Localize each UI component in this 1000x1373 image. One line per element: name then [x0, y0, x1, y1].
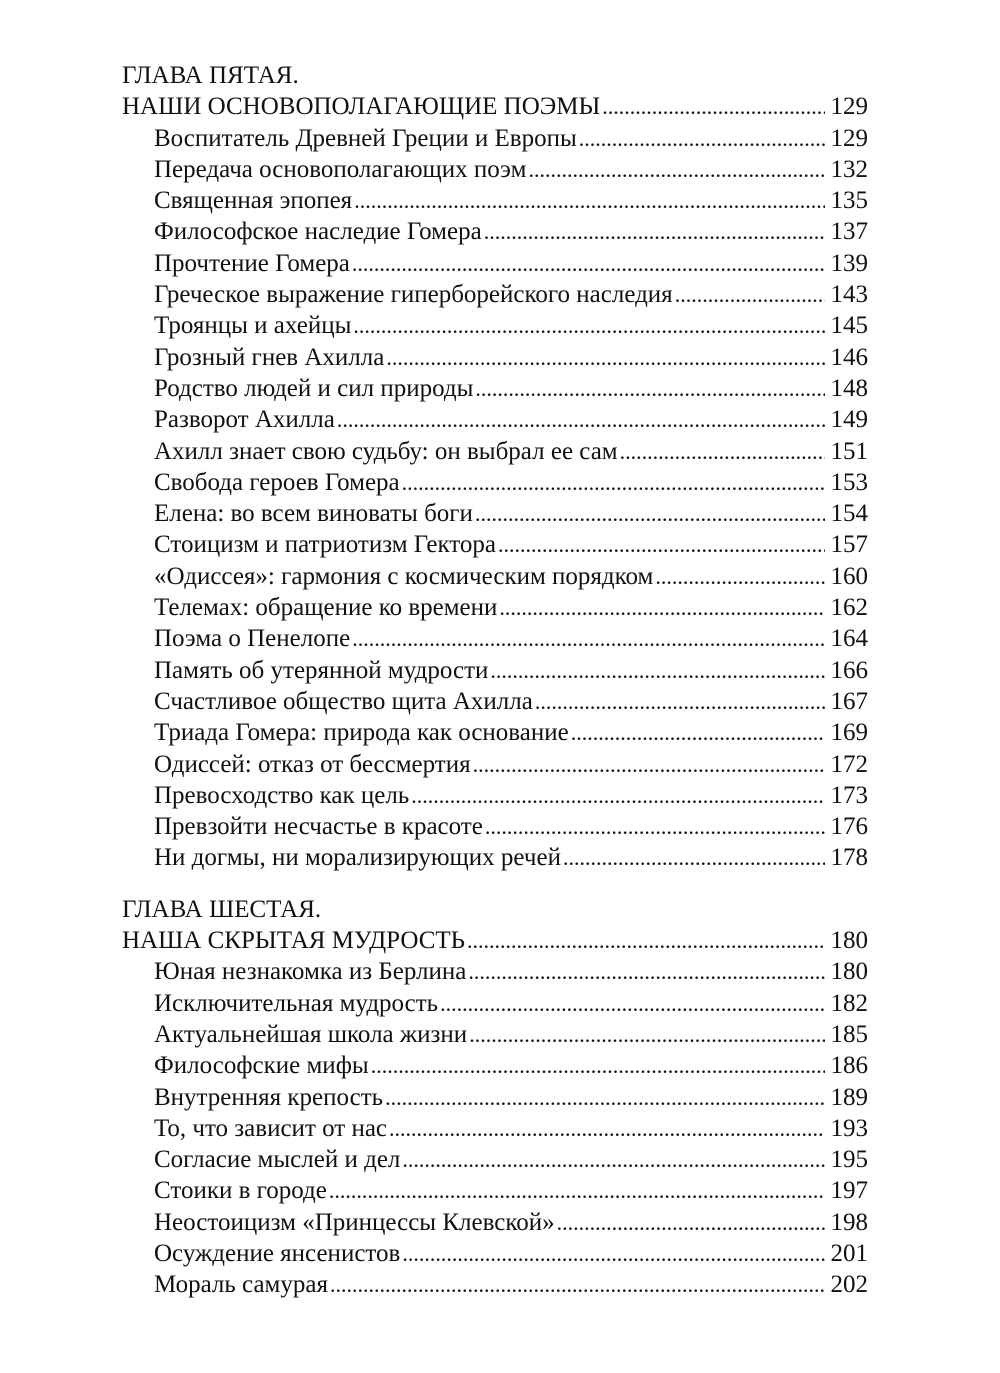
toc-entry[interactable] — [122, 216, 868, 247]
dot-leader — [385, 1082, 825, 1113]
toc-entry[interactable] — [122, 123, 868, 154]
toc-entry[interactable] — [122, 1175, 868, 1206]
page-number: 195 — [830, 1146, 868, 1174]
toc-entry[interactable] — [122, 1269, 868, 1300]
entry-title: Философское наследие Гомера — [154, 218, 482, 246]
page-number: 137 — [830, 218, 868, 246]
page-number: 172 — [830, 750, 868, 778]
entry-title: Стоики в городе — [154, 1177, 327, 1205]
toc-entry[interactable] — [122, 185, 868, 216]
toc-entry[interactable] — [122, 780, 868, 811]
chapter-title: НАША СКРЫТАЯ МУДРОСТЬ — [122, 927, 466, 955]
chapter-title-entry[interactable] — [122, 925, 868, 956]
entry-title: Актуальнейшая школа жизни — [154, 1020, 468, 1048]
toc-entry[interactable] — [122, 529, 868, 560]
chapter-label: ГЛАВА ПЯТАЯ. — [122, 62, 299, 89]
entry-title: Ни догмы, ни морализирующих речей — [154, 844, 561, 872]
dot-leader — [557, 1207, 825, 1238]
dot-leader — [490, 655, 825, 686]
entry-title: Поэма о Пенелопе — [154, 625, 351, 653]
entry-title: Греческое выражение гиперборейского наследия — [154, 281, 673, 309]
dot-leader — [499, 592, 825, 623]
page-number: 143 — [830, 281, 868, 309]
page-number: 160 — [830, 562, 868, 590]
toc-entry[interactable] — [122, 1019, 868, 1050]
toc-entry[interactable] — [122, 467, 868, 498]
table-of-contents — [122, 60, 868, 1301]
chapter-label: ГЛАВА ШЕСТАЯ. — [122, 895, 322, 923]
toc-entry[interactable] — [122, 279, 868, 310]
page-number: 162 — [830, 594, 868, 622]
entry-title: То, что зависит от нас — [154, 1114, 388, 1142]
toc-entry[interactable] — [122, 811, 868, 842]
toc-entry[interactable] — [122, 373, 868, 404]
dot-leader — [329, 1175, 825, 1206]
toc-entry[interactable] — [122, 404, 868, 435]
dot-leader — [371, 1050, 825, 1081]
toc-entry[interactable] — [122, 1207, 868, 1238]
chapter-title-entry[interactable] — [122, 91, 868, 122]
dot-leader — [571, 717, 825, 748]
page-number: 153 — [830, 468, 868, 496]
page-number: 166 — [830, 656, 868, 684]
entry-title: Священная эпопея — [154, 187, 353, 215]
page-number: 193 — [830, 1114, 868, 1142]
dot-leader — [473, 749, 825, 780]
page-number: 129 — [830, 124, 868, 152]
dot-leader — [440, 988, 825, 1019]
toc-entry[interactable] — [122, 1144, 868, 1175]
toc-entry[interactable] — [122, 842, 868, 873]
dot-leader — [484, 216, 825, 247]
toc-entry[interactable] — [122, 436, 868, 467]
entry-title: Воспитатель Древней Греции и Европы — [154, 124, 577, 152]
dot-leader — [620, 436, 825, 467]
entry-title: «Одиссея»: гармония с космическим порядком — [154, 562, 654, 590]
entry-title: Согласие мыслей и дел — [154, 1146, 401, 1174]
entry-title: Прочтение Гомера — [154, 249, 350, 277]
page-number: 157 — [830, 531, 868, 559]
entry-title: Одиссей: отказ от бессмертия — [154, 750, 471, 778]
toc-entry[interactable] — [122, 154, 868, 185]
page-number: 185 — [830, 1020, 868, 1048]
chapter-section — [122, 60, 868, 874]
toc-entry[interactable] — [122, 686, 868, 717]
page-number: 151 — [830, 437, 868, 465]
toc-entry[interactable] — [122, 248, 868, 279]
dot-leader — [528, 154, 825, 185]
page-number: 132 — [830, 155, 868, 183]
toc-entry[interactable] — [122, 1113, 868, 1144]
dot-leader — [389, 1113, 825, 1144]
page-number: 164 — [830, 625, 868, 653]
entry-title: Осуждение янсенистов — [154, 1239, 401, 1267]
entry-title: Философские мифы — [154, 1052, 369, 1080]
page-number: 173 — [830, 781, 868, 809]
dot-leader — [579, 123, 825, 154]
dot-leader — [675, 279, 825, 310]
toc-entry[interactable] — [122, 342, 868, 373]
toc-entry[interactable] — [122, 592, 868, 623]
dot-leader — [352, 248, 825, 279]
page-number: 129 — [830, 93, 868, 121]
toc-entry[interactable] — [122, 749, 868, 780]
page-number: 148 — [830, 374, 868, 402]
entry-title: Мораль самурая — [154, 1271, 328, 1299]
toc-entry[interactable] — [122, 717, 868, 748]
dot-leader — [498, 529, 825, 560]
page-number: 180 — [830, 958, 868, 986]
page-number: 146 — [830, 343, 868, 371]
toc-entry[interactable] — [122, 956, 868, 987]
entry-title: Передача основополагающих поэм — [154, 155, 527, 183]
dot-leader — [602, 91, 825, 122]
dot-leader — [411, 780, 825, 811]
dot-leader — [386, 342, 825, 373]
page-number: 167 — [830, 687, 868, 715]
entry-title: Телемах: обращение ко времени — [154, 594, 498, 622]
toc-entry[interactable] — [122, 988, 868, 1019]
entry-title: Исключительная мудрость — [154, 989, 439, 1017]
page-number: 180 — [830, 927, 868, 955]
page-number: 186 — [830, 1052, 868, 1080]
entry-title: Внутренняя крепость — [154, 1083, 384, 1111]
page-number: 197 — [830, 1177, 868, 1205]
toc-entry[interactable] — [122, 498, 868, 529]
entry-title: Юная незнакомка из Берлина — [154, 958, 467, 986]
entry-title: Грозный гнев Ахилла — [154, 343, 385, 371]
page-number: 182 — [830, 989, 868, 1017]
entry-title: Неостоицизм «Принцессы Клевской» — [154, 1208, 555, 1236]
page-number: 169 — [830, 719, 868, 747]
dot-leader — [402, 1238, 825, 1269]
toc-entry[interactable] — [122, 1082, 868, 1113]
dot-leader — [467, 925, 825, 956]
page-number: 198 — [830, 1208, 868, 1236]
page-number: 135 — [830, 187, 868, 215]
entry-title: Стоицизм и патриотизм Гектора — [154, 531, 496, 559]
page-number: 202 — [830, 1271, 868, 1299]
entry-title: Елена: во всем виноваты боги — [154, 500, 473, 528]
entry-title: Троянцы и ахейцы — [154, 312, 352, 340]
dot-leader — [655, 561, 825, 592]
entry-title: Ахилл знает свою судьбу: он выбрал ее сам — [154, 437, 618, 465]
dot-leader — [485, 811, 825, 842]
dot-leader — [330, 1269, 825, 1300]
page-number: 201 — [830, 1239, 868, 1267]
dot-leader — [469, 1019, 825, 1050]
dot-leader — [353, 310, 825, 341]
page-number: 149 — [830, 406, 868, 434]
dot-leader — [354, 185, 825, 216]
page-number: 189 — [830, 1083, 868, 1111]
entry-title: Триада Гомера: природа как основание — [154, 719, 569, 747]
page-number: 139 — [830, 249, 868, 277]
toc-entry[interactable] — [122, 1238, 868, 1269]
dot-leader — [535, 686, 825, 717]
page-number: 154 — [830, 500, 868, 528]
entry-title: Счастливое общество щита Ахилла — [154, 687, 533, 715]
toc-entry[interactable] — [122, 655, 868, 686]
page-number: 145 — [830, 312, 868, 340]
dot-leader — [402, 1144, 825, 1175]
dot-leader — [337, 404, 825, 435]
entry-title: Превзойти несчастье в красоте — [154, 813, 483, 841]
dot-leader — [468, 956, 825, 987]
entry-title: Память об утерянной мудрости — [154, 656, 489, 684]
dot-leader — [475, 373, 825, 404]
dot-leader — [402, 467, 825, 498]
chapter-title: НАШИ ОСНОВОПОЛАГАЮЩИЕ ПОЭМЫ — [122, 93, 601, 121]
entry-title: Свобода героев Гомера — [154, 468, 400, 496]
toc-entry[interactable] — [122, 310, 868, 341]
entry-title: Превосходство как цель — [154, 781, 410, 809]
dot-leader — [352, 623, 825, 654]
entry-title: Разворот Ахилла — [154, 406, 335, 434]
page-number: 178 — [830, 844, 868, 872]
page-number: 176 — [830, 813, 868, 841]
dot-leader — [475, 498, 825, 529]
chapter-section — [122, 894, 868, 1301]
toc-entry[interactable] — [122, 623, 868, 654]
dot-leader — [563, 842, 825, 873]
toc-entry[interactable] — [122, 1050, 868, 1081]
toc-entry[interactable] — [122, 561, 868, 592]
entry-title: Родство людей и сил природы — [154, 374, 474, 402]
